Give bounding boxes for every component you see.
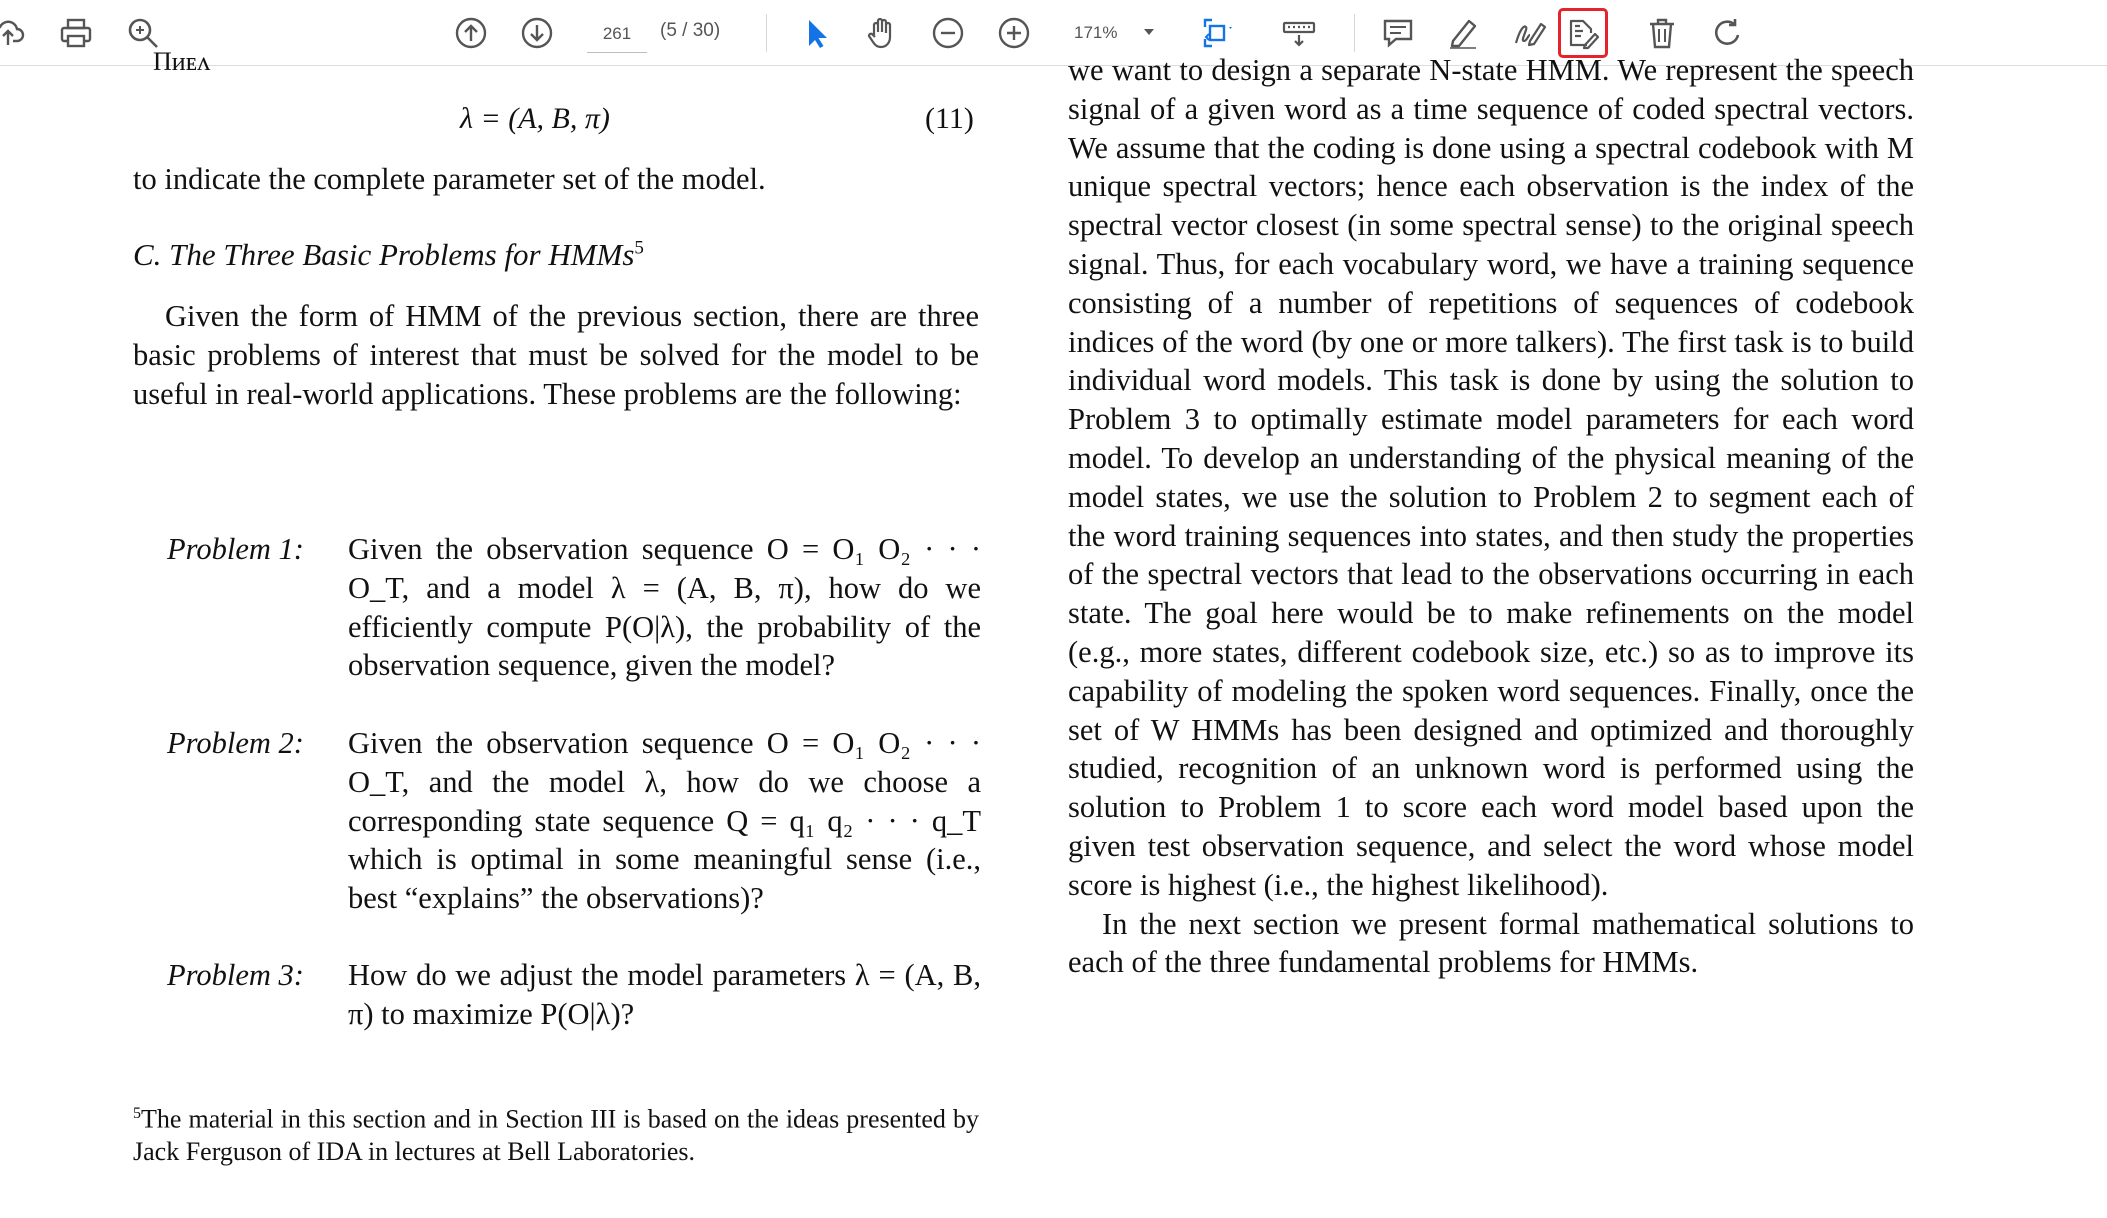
equation: λ = (A, B, π)	[460, 102, 610, 135]
problem-label: Problem 3:	[167, 958, 304, 992]
comment-icon[interactable]	[1376, 11, 1420, 55]
page-count: (5 / 30)	[660, 20, 721, 41]
problem-text: Given the observation sequence O = O₁ O₂ · · · O_T, and a model λ = (A, B, π), how do we efficiently compute P(O|λ), the probability of the observation sequence, given the model?	[348, 532, 981, 683]
read-mode-icon[interactable]	[1277, 11, 1321, 55]
problem-label: Problem 2:	[167, 726, 304, 760]
fit-page-icon[interactable]	[1196, 11, 1240, 55]
zoom-value: 171%	[1074, 23, 1118, 42]
prev-page-icon[interactable]	[449, 11, 493, 55]
zoom-out-icon[interactable]	[926, 11, 970, 55]
paragraph: In the next section we present formal mathematical solutions to each of the three fundamental problems for HMMs.	[1068, 906, 1914, 980]
section-heading-text: C. The Three Basic Problems for HMMs	[133, 237, 635, 272]
select-tool-icon[interactable]	[794, 11, 838, 55]
footnote-text: The material in this section and in Section III is based on the ideas presented by Jack Ferguson of IDA in lectures at Bell Laboratories.	[133, 1104, 979, 1166]
zoom-select[interactable]	[1060, 16, 1164, 50]
sign-icon[interactable]	[1508, 11, 1552, 55]
paragraph: Given the form of HMM of the previous section, there are three basic problems of interest that must be solved for the model to be useful in real-world applications. These problems are the following:	[133, 299, 979, 411]
right-column	[1068, 51, 1914, 982]
document-viewport[interactable]	[0, 47, 2107, 1218]
footnote-marker: 5	[133, 1105, 141, 1122]
toolbar-divider	[766, 14, 767, 52]
chevron-down-icon	[1144, 29, 1154, 35]
hand-tool-icon[interactable]	[860, 11, 904, 55]
rotate-icon[interactable]	[1706, 11, 1750, 55]
paragraph: we want to design a separate N-state HMM. We represent the speech signal of a given word as a time sequence of coded spectral vectors. We assume that the coding is done using a spectral codebook with M unique spectral vectors; hence each observation is the index of the spectral vector closest (in some spectral sense) to the original speech signal. Thus, for each vocabulary word, we have a training sequence consisting of a number of repetitions of sequences of codebook indices of the word (by one or more talkers). The first task is to build individual word models. This task is done by using the solution to Problem 3 to optimally estimate model parameters for each word model. To develop an understanding of the physical meaning of the model states, we use the solution to Problem 2 to segment each of the word training sequences into states, and then study the properties of the spectral vectors that lead to the observations occurring in each state. The goal here would be to make refinements on the model (e.g., more states, different codebook size, etc.) so as to improve its capability of modeling the spoken word sequences. Finally, once the set of W HMMs has been designed and optimized and thoroughly studied, recognition of an unknown word is performed using the solution to Problem 1 to score each word model based upon the given test observation sequence, and select the word whose model score is highest (i.e., the highest likelihood).	[1068, 53, 1914, 902]
zoom-in-icon[interactable]	[992, 11, 1036, 55]
problem-text: Given the observation sequence O = O₁ O₂ · · · O_T, and the model λ, how do we choose a corresponding state sequence Q = q₁ q₂ · · · q_T which is optimal in some meaningful sense (i.e., best “explains” the observations)?	[348, 726, 981, 916]
edit-pdf-icon[interactable]	[1561, 11, 1605, 55]
next-page-icon[interactable]	[515, 11, 559, 55]
page-number-input[interactable]	[587, 16, 647, 53]
paragraph: to indicate the complete parameter set of the model.	[133, 162, 766, 196]
equation-number: (11)	[925, 102, 974, 135]
toolbar-divider	[1354, 14, 1355, 52]
section-heading	[133, 237, 644, 273]
delete-icon[interactable]	[1640, 11, 1684, 55]
upload-icon[interactable]	[0, 11, 30, 55]
footnote	[133, 1098, 979, 1168]
footnote-ref: 5	[634, 237, 644, 259]
problem-label: Problem 1:	[167, 532, 304, 566]
problem-text: How do we adjust the model parameters λ = (A, B, π) to maximize P(O|λ)?	[348, 958, 981, 1031]
clipped-text-fragment: Πᴎᴇᴧ	[153, 47, 211, 76]
highlight-icon[interactable]	[1441, 11, 1485, 55]
print-icon[interactable]	[54, 11, 98, 55]
